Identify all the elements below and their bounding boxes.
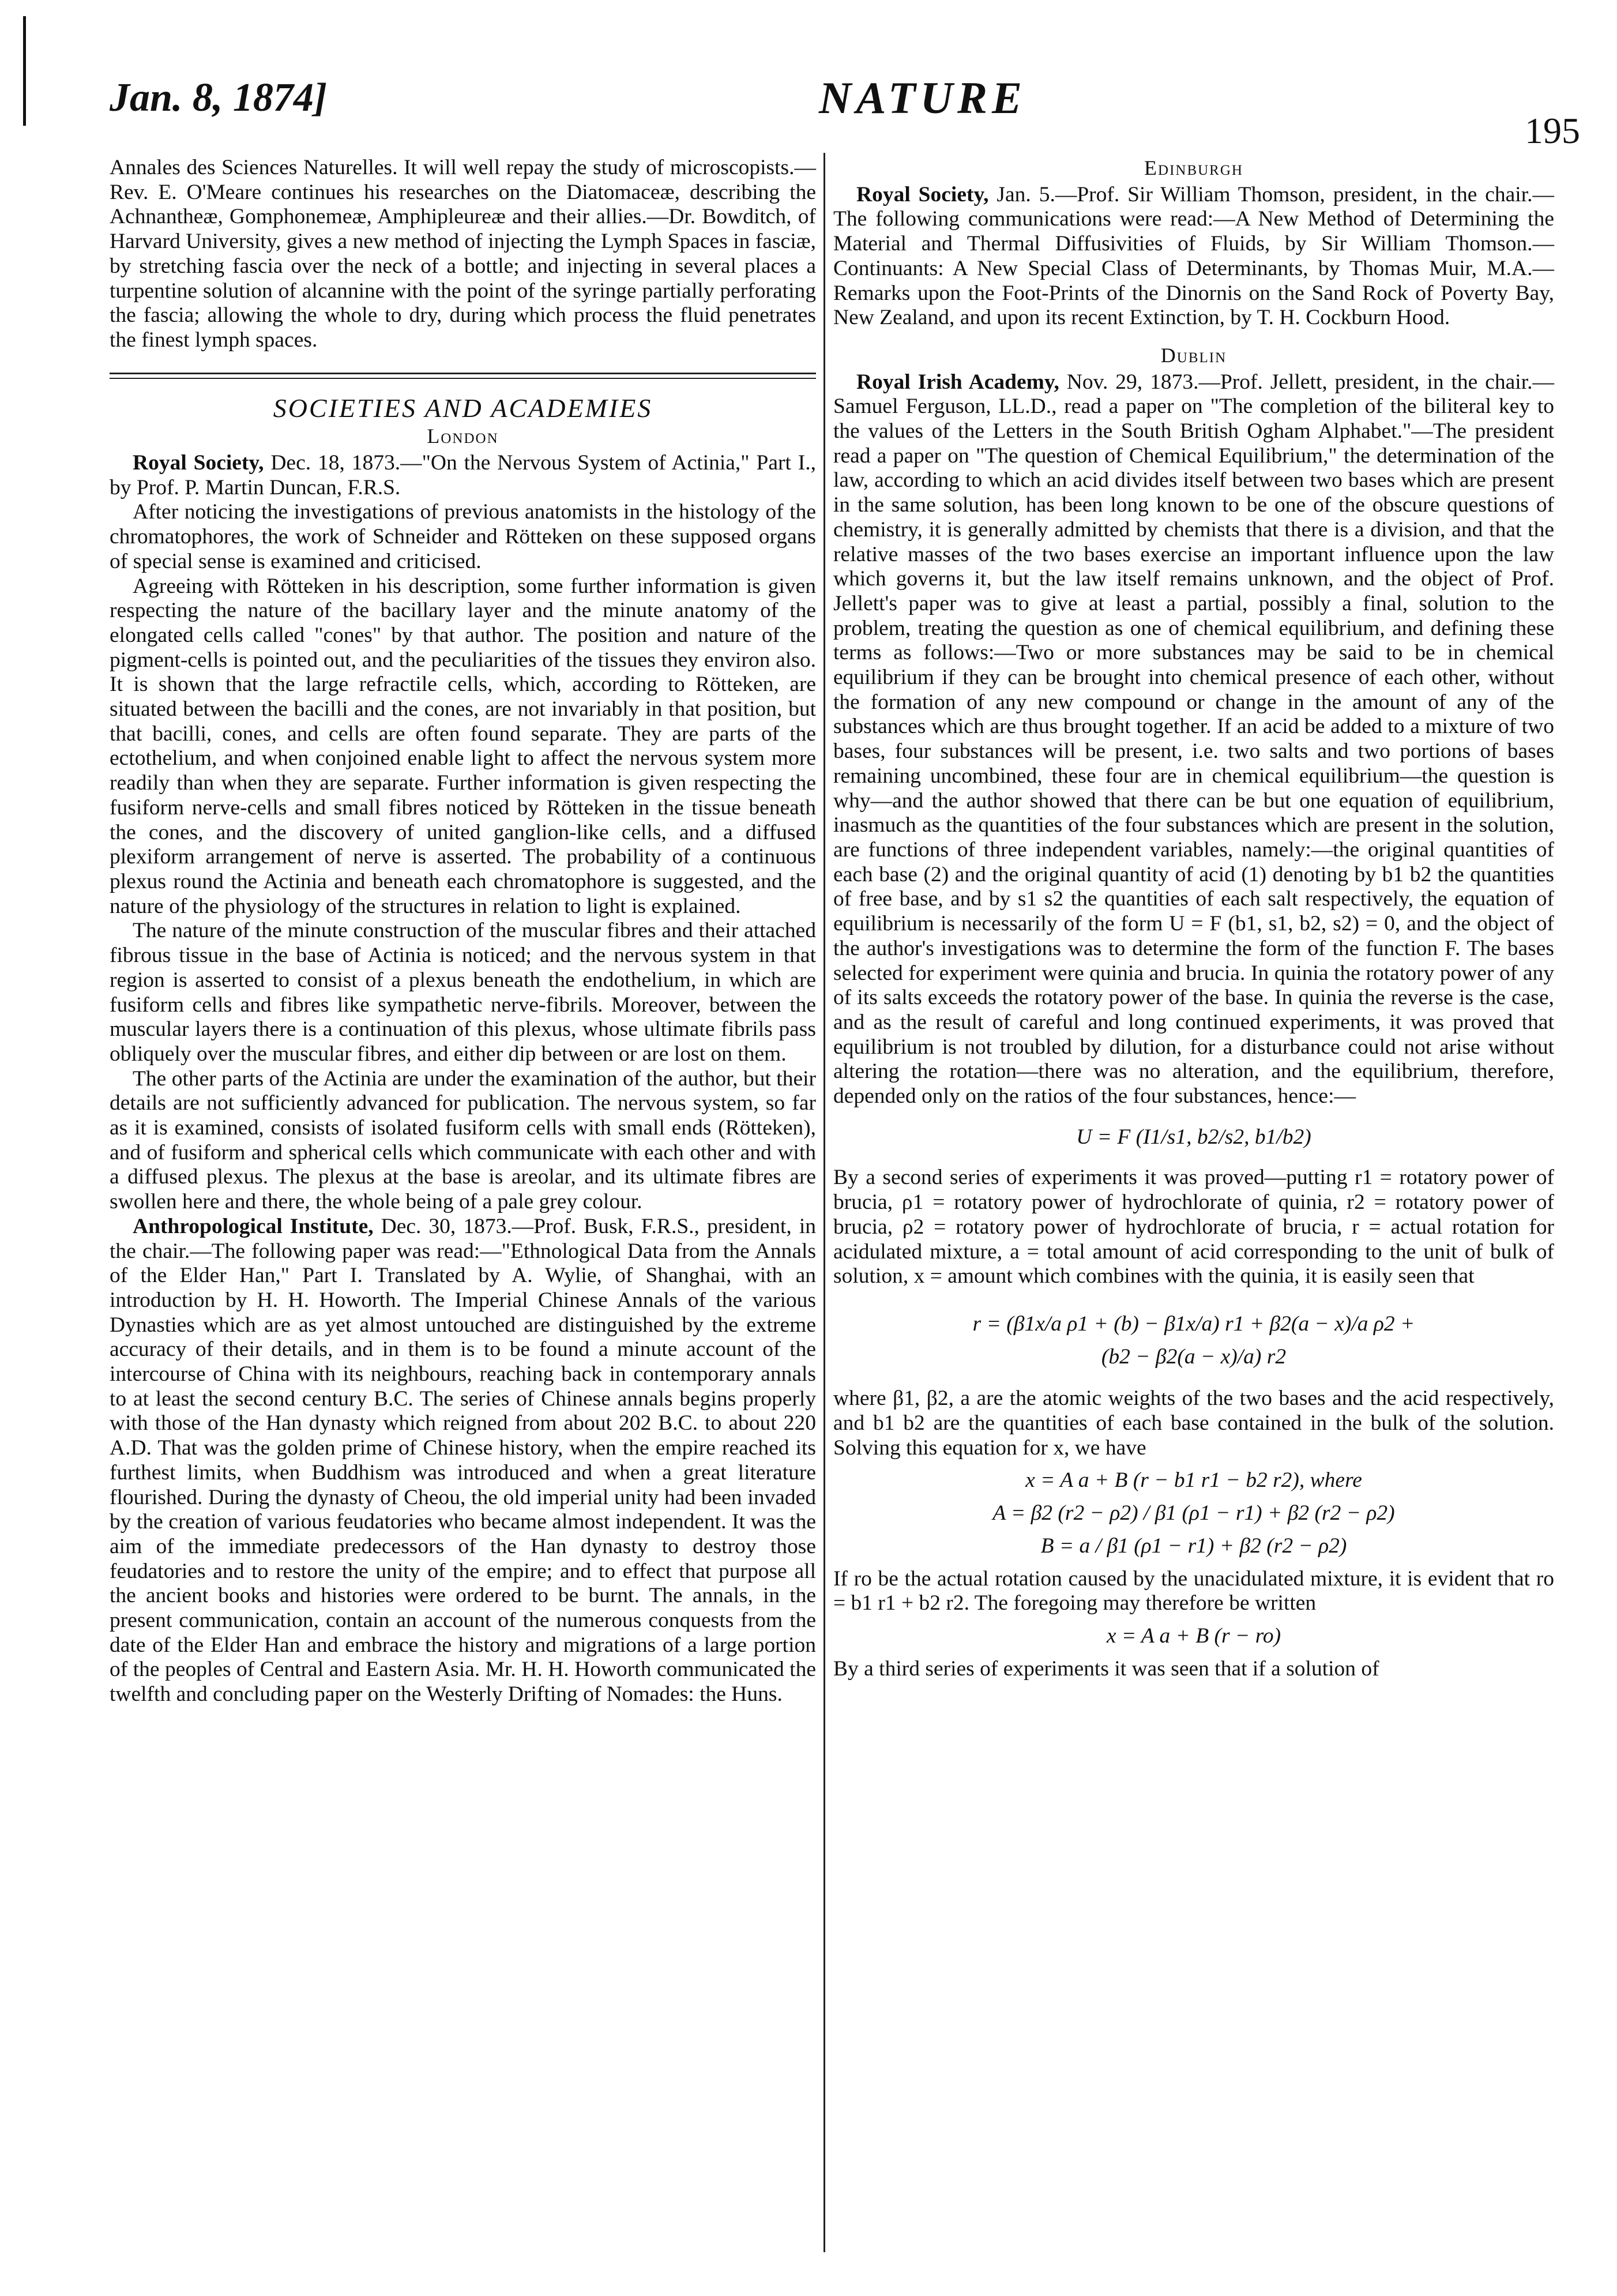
column-divider <box>823 153 825 2252</box>
section-title: SOCIETIES AND ACADEMIES <box>273 393 653 423</box>
city-heading-dublin: Dublin <box>1160 343 1227 367</box>
society-name: Royal Irish Academy, <box>856 370 1059 394</box>
paragraph: where β1, β2, a are the atomic weights of the two bases and the acid respectively, and b1 b2 are the quantities of each base contained in the bulk of the solution. Solving this equation for x, we have <box>833 1386 1554 1460</box>
city-heading-edinburgh: Edinburgh <box>1144 156 1243 179</box>
paragraph: The other parts of the Actinia are under the examination of the author, but their details are not sufficiently advanced for publication. The nervous system, so far as it is examined, consists of isolated fusiform cells with small ends (Rötteken), and of fusiform and spherical cells which communicate with each other and with a diffused plexus. The plexus at the base is areolar, and its ultimate fibres are swollen here and there, the whole being of a pale grey colour. <box>110 1066 816 1214</box>
left-column <box>110 156 816 1707</box>
right-column <box>833 156 1554 1681</box>
equation-5: B = a / β1 (ρ1 − r1) + β2 (r2 − ρ2) <box>1040 1534 1347 1558</box>
society-name: Anthropological Institute, <box>133 1214 374 1238</box>
paragraph: By a third series of experiments it was seen that if a solution of <box>833 1656 1379 1681</box>
page-header <box>110 69 1580 151</box>
entry-text: Dec. 18, 1873.—"On the Nervous System of Actinia," Part I., by Prof. P. Martin Duncan, F.R.S. <box>110 451 816 499</box>
society-name: Royal Society, <box>133 451 264 475</box>
equation-2b: (b2 − β2(a − x)/a) r2 <box>1101 1344 1287 1369</box>
city-heading-london: London <box>427 424 499 448</box>
paragraph: If ro be the actual rotation caused by the unacidulated mixture, it is evident that ro = b1 r1 + b2 r2. The foregoing may therefore be written <box>833 1566 1554 1615</box>
equation-6: x = A a + B (r − ro) <box>1106 1624 1281 1648</box>
society-name: Royal Society, <box>856 182 989 206</box>
entry-text: Jan. 5.—Prof. Sir William Thomson, president, in the chair.—The following communications were read:—A New Method of Determining the Material and Thermal Diffusivities of Fluids, by Sir William Thomson.—Continuants: A New Special Class of Determinants, by Thomas Muir, M.A.—Remarks upon the Foot-Prints of the Dinornis on the Sand Rock of Poverty Bay, New Zealand, and upon its recent Extinction, by T. H. Cockburn Hood. <box>833 182 1554 330</box>
section-rule <box>110 373 816 379</box>
anthropological-entry <box>110 1215 816 1707</box>
royal-society-entry <box>110 451 816 500</box>
page-number: 195 <box>1525 110 1580 151</box>
paragraph: After noticing the investigations of previous anatomists in the histology of the chromatophores, the work of Schneider and Rötteken on these supposed organs of special sense is examined and criticised. <box>110 500 816 573</box>
entry-text: Nov. 29, 1873.—Prof. Jellett, president, in the chair.—Samuel Ferguson, LL.D., read a paper on "The completion of the biliteral key to the values of the Letters in the South British Ogham Alphabet."—The president read a paper on "The question of Chemical Equilibrium," the determination of the law, according to which an acid divides itself between two bases which are present in the same solution, has been long known to be one of the obscure questions of chemistry, it is generally admitted by chemists that there is a division, and that the relative masses of the two bases exercise an important influence upon the law which governs it, but the law itself remains unknown, and the object of Prof. Jellett's paper was to give at least a partial, possibly a final, solution to the problem, treating the question as one of chemical equilibrium, and defining these terms as follows:—Two or more substances may be said to be in chemical equilibrium if they can be brought into chemical presence of each other, without the formation of any new compound or change in the amount of any of the substances which are thus brought together. If an acid be added to a mixture of two bases, four substances will be present, i.e. two salts and two portions of bases remaining uncombined, these four are in chemical equilibrium—the question is why—and the author showed that there can be but one equation of equilibrium, inasmuch as the quantities of the four substances which are present in the solution, are functions of three independent variables, namely:—the original quantities of each base (2) and the original quantity of acid (1) denoting by b1 b2 the quantities of free base, and by s1 s2 the quantities of each salt respectively, the equation of equilibrium is necessarily of the form U = F (b1, s1, b2, s2) = 0, and the object of the author's investigations was to determine the form of the function F. The bases selected for experiment were quinia and brucia. In quinia the rotatory power of any of its salts exceeds the rotatory power of the base. In quinia the reverse is the case, and as the result of careful and long continued experiments, it was proved that equilibrium is not troubled by dilution, for a disturbance could not arise without altering the rotation—there was no alteration, and the equilibrium, therefore, depended only on the ratios of the four substances, hence:— <box>833 370 1554 1108</box>
paragraph: Agreeing with Rötteken in his description, some further information is given respecting the nature of the bacillary layer and the minute anatomy of the elongated cells called "cones" by that author. The position and nature of the pigment-cells is pointed out, and the peculiarities of the tissues they environ also. It is shown that the large refractile cells, which, according to Rötteken, are situated between the bacilli and the cones, are not invariably in that position, but that bacilli, cones, and cells are often found separate. They are parts of the ectothelium, and when conjoined enable light to affect the nervous system more readily than when they are separate. Further information is given respecting the fusiform nerve-cells and small fibres noticed by Rötteken in the tissue beneath the cones, and the discovery of united ganglion-like cells, and a diffused plexiform arrangement of nerve is asserted. The probability of a continuous plexus round the Actinia and beneath each chromatophore is suggested, and the nature of the physiology of the structures in relation to light is explained. <box>110 574 816 918</box>
journal-title: NATURE <box>819 73 1027 123</box>
paragraph: By a second series of experiments it was proved—putting r1 = rotatory power of brucia, ρ1 = rotatory power of hydrochlorate of quinia, r2 = rotatory power of brucia, ρ2 = rotatory power of hydrochlorate of brucia, r = actual rotation for acidulated mixture, a = total amount of acid corresponding to the unit of bulk of solution, x = amount which combines with the quinia, it is easily seen that <box>833 1166 1554 1288</box>
issue-date: Jan. 8, 1874] <box>110 76 328 120</box>
paragraph: The nature of the minute construction of the muscular fibres and their attached fibrous tissue in the base of Actinia is noticed; and the nervous system in that region is asserted to consist of a plexus beneath the endothelium, in which are fusiform cells and fibres like sympathetic nerve-fibrils. Moreover, between the muscular layers there is a continuation of this plexus, whose ultimate fibrils pass obliquely over the muscular fibres, and either dip between or are lost on them. <box>110 919 816 1066</box>
equation-4: A = β2 (r2 − ρ2) / β1 (ρ1 − r1) + β2 (r2 − ρ2) <box>992 1501 1395 1525</box>
intro-paragraph: Annales des Sciences Naturelles. It will well repay the study of microscopists.—Rev. E. O'Meare continues his researches on the Diatomaceæ, describing the Achnantheæ, Gomphonemeæ, Amphipleureæ and their allies.—Dr. Bowditch, of Harvard University, gives a new method of injecting the Lymph Spaces in fasciæ, by stretching fascia over the neck of a bottle; and injecting in several places a turpentine solution of alcannine with the point of the syringe partially perforating the fascia; allowing the whole to dry, during which process the fluid penetrates the finest lymph spaces. <box>110 156 816 352</box>
equation-3: x = A a + B (r − b1 r1 − b2 r2), where <box>1025 1468 1362 1493</box>
edinburgh-entry <box>833 183 1554 330</box>
equation-1: U = F (I1/s1, b2/s2, b1/b2) <box>1076 1125 1311 1149</box>
equation-2a: r = (β1x/a ρ1 + (b) − β1x/a) r1 + β2(a − x)/a ρ2 + <box>972 1312 1415 1336</box>
entry-text: Dec. 30, 1873.—Prof. Busk, F.R.S., president, in the chair.—The following paper was read:—"Ethnological Data from the Annals of the Elder Han," Part I. Translated by A. Wylie, of Shanghai, with an introduction by H. H. Howorth. The Imperial Chinese Annals of the various Dynasties which are as yet almost untouched are distinguished by the extreme accuracy of their details, and in them is to be found a minute account of the intercourse of China with its neighbours, reaching back in contemporary annals to at least the second century B.C. The series of Chinese annals begins properly with those of the Han dynasty which reigned from about 202 B.C. to about 220 A.D. That was the golden prime of Chinese history, when the empire reached its furthest limits, when Buddhism was introduced and when a great literature flourished. During the dynasty of Cheou, the old imperial unity had been invaded by the creation of various feudatories who became almost independent. It was the aim of the immediate predecessors of the Han dynasty to destroy those feudatories and to restore the unity of the empire; and to effect that purpose all the ancient books and histories were ordered to be burnt. The annals, in the present communication, contain an account of the numerous conquests from the date of the Elder Han and embrace the history and migrations of a large portion of the peoples of Central and Eastern Asia. Mr. H. H. Howorth communicated the twelfth and concluding paper on the Westerly Drifting of Nomades: the Huns. <box>110 1214 816 1707</box>
margin-rule <box>23 16 26 126</box>
dublin-entry <box>833 370 1554 1109</box>
